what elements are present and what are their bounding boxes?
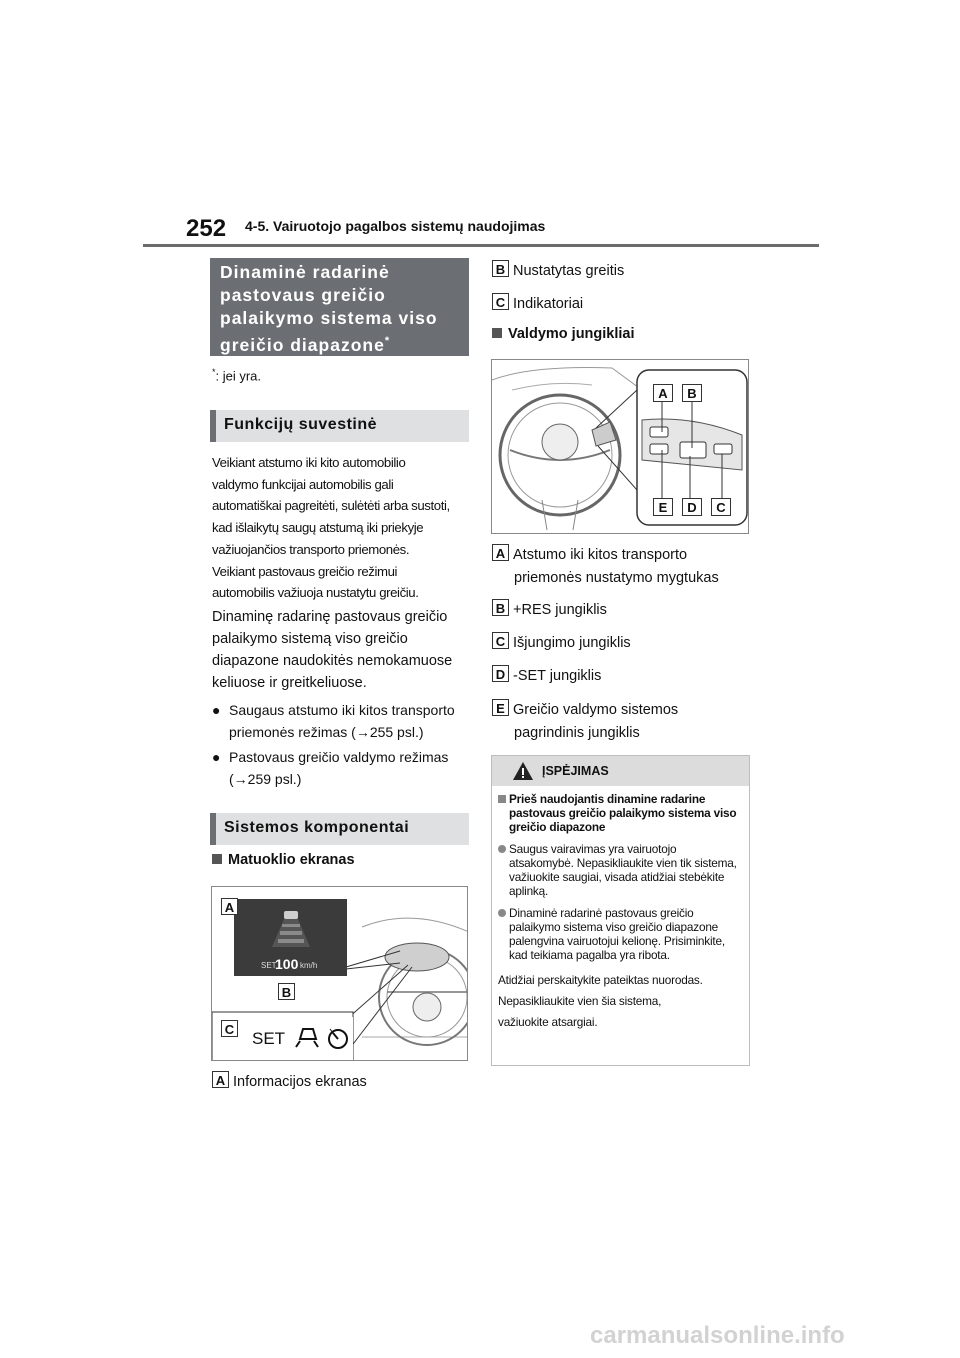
warning-closing: Atidžiai perskaitykite pateiktas nuorodas. Nepasikliaukite vien šia sistema, važiuokite atsargiai. [498, 973, 703, 1029]
chapter-title: 4-5. Vairuotojo pagalbos sistemų naudojimas [245, 218, 546, 234]
square-bullet-icon [212, 854, 222, 864]
figure-label-a: A [221, 898, 238, 915]
warning-triangle-icon [512, 761, 534, 781]
subheading-components: Sistemos komponentai [210, 813, 469, 845]
title-line: palaikymo sistema viso [220, 308, 438, 328]
switch-label-d: D [682, 498, 702, 516]
switch-label-b: B [682, 384, 702, 402]
legend-letter: B [492, 599, 509, 616]
square-bullet-icon [498, 795, 506, 803]
warning-header [492, 756, 749, 786]
title-line: Dinaminė radarinė [220, 262, 390, 282]
usage-paragraph: Dinaminę radarinę pastovaus greičio palaikymo sistemą viso greičio diapazone naudokitės nemokamuose keliuose ir greitkeliuose. [212, 609, 453, 691]
switch-legend-e: E Greičio valdymo sistemos pagrindinis jungiklis [492, 699, 678, 745]
warning-title: ĮSPĖJIMAS [542, 764, 609, 778]
warning-box [491, 755, 750, 1066]
set-label-small: SET [261, 961, 277, 970]
switch-legend-d: D -SET jungiklis [492, 665, 601, 688]
switches-heading: Valdymo jungikliai [492, 326, 635, 342]
switch-legend-b: B +RES jungiklis [492, 599, 607, 622]
section-title-box [210, 258, 469, 356]
gauge-heading: Matuoklio ekranas [212, 852, 355, 868]
gauge-legend-a: A Informacijos ekranas [212, 1071, 367, 1094]
legend-letter: B [492, 260, 509, 277]
list-item: ● Pastovaus greičio valdymo režimas (→259 psl.) [212, 746, 470, 790]
gauge-figure [211, 886, 468, 1061]
subheading-summary: Funkcijų suvestinė [210, 410, 469, 442]
list-item: ● Saugaus atstumo iki kitos transporto priemonės režimas (→255 psl.) [212, 699, 470, 743]
switch-legend-a: A Atstumo iki kitos transporto priemonės nustatymo mygtukas [492, 544, 719, 590]
header-rule [143, 244, 819, 247]
switch-legend-c: C Išjungimo jungiklis [492, 632, 631, 655]
legend-item-c: C Indikatoriai [492, 293, 583, 316]
switch-figure [491, 359, 749, 534]
title-line: pastovaus greičio [220, 285, 386, 305]
square-bullet-icon [492, 328, 502, 338]
legend-item-b: B Nustatytas greitis [492, 260, 624, 283]
legend-letter: D [492, 665, 509, 682]
circle-bullet-icon [498, 909, 506, 917]
warning-heading: Prieš naudojantis dinamine radarine pastovaus greičio palaikymo sistema viso greičio diapazone [498, 792, 743, 834]
legend-letter: A [492, 544, 509, 561]
bullet-icon: ● [212, 702, 221, 718]
circle-bullet-icon [498, 845, 506, 853]
title-line: greičio diapazone* [220, 334, 391, 355]
warning-item: Dinaminė radarinė pastovaus greičio palaikymo sistema viso greičio diapazone palengvina vairuotojui kelionę. Prisiminkite, kad teikiama pagalba yra ribota. [498, 906, 743, 962]
speed-value: 100 [275, 956, 299, 972]
speed-unit: km/h [300, 961, 318, 970]
watermark: carmanualsonline.info [590, 1322, 845, 1349]
gauge-illustration [212, 887, 468, 1061]
set-indicator: SET [252, 1029, 286, 1048]
legend-letter: C [492, 293, 509, 310]
switch-label-e: E [653, 498, 673, 516]
legend-letter: A [212, 1071, 229, 1088]
page-number: 252 [186, 215, 227, 242]
bullet-icon: ● [212, 749, 221, 765]
warning-item: Saugus vairavimas yra vairuotojo atsakomybė. Nepasikliaukite vien tik sistema, važiuokite saugiai, visada atidžiai stebėkite aplinką. [498, 842, 743, 898]
figure-label-b: B [278, 983, 295, 1000]
switch-label-a: A [653, 384, 673, 402]
legend-letter: C [492, 632, 509, 649]
switch-label-c: C [711, 498, 731, 516]
summary-paragraph: Veikiant atstumo iki kito automobilio valdymo funkcijai automobilis gali automatiškai pagreitėti, sulėtėti arba sustoti, kad išlaikytų saugų atstumą iki priekyje važiuojančios transporto priemonės. Veikiant pastovaus greičio režimui automobilis važiuoja nustatytu greičiu. [212, 455, 450, 601]
footnote: *: jei yra. [212, 367, 262, 384]
footnote-mark: * [384, 335, 391, 347]
figure-label-c: C [221, 1020, 238, 1037]
legend-letter: E [492, 699, 509, 716]
